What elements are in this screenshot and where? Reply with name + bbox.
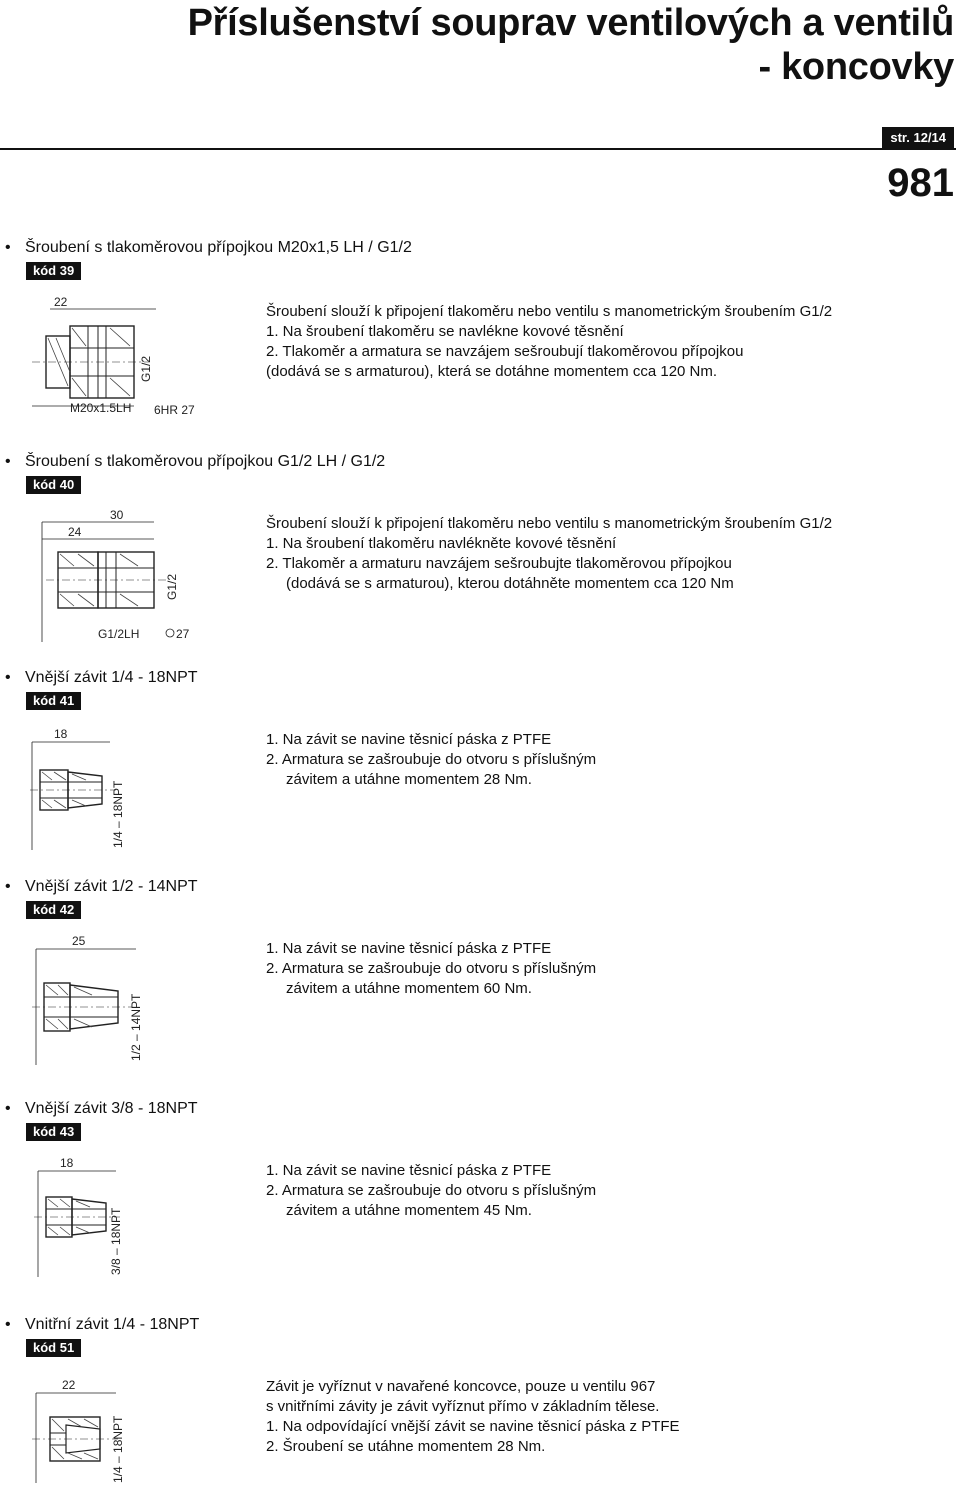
section-heading <box>5 668 198 688</box>
dim-label: 27 <box>176 627 190 641</box>
technical-drawing <box>26 724 146 852</box>
code-badge: kód 39 <box>26 262 81 280</box>
section-description <box>266 514 832 594</box>
technical-drawing <box>26 933 156 1067</box>
description-line: 1. Na závit se navine těsnicí páska z PTFE <box>266 731 552 748</box>
description-line: Šroubení slouží k připojení tlakoměru nebo ventilu s manometrickým šroubením G1/2 <box>266 303 833 320</box>
section-description <box>266 1161 596 1221</box>
dim-label: 18 <box>60 1156 74 1170</box>
technical-drawing <box>26 1373 146 1485</box>
dim-label: 1/2 – 14NPT <box>129 993 143 1061</box>
code-badge: kód 43 <box>26 1123 81 1141</box>
catalog-number: 981 <box>887 161 954 205</box>
dim-label: 22 <box>54 296 68 309</box>
description-line: 2. Armatura se zašroubuje do otvoru s příslušným <box>266 960 597 977</box>
section-description <box>266 1377 680 1457</box>
title-line-2: - koncovky <box>758 46 954 88</box>
bullet-icon: • <box>5 453 11 470</box>
section-heading-text: Vnější závit 1/4 - 18NPT <box>25 669 198 686</box>
section-heading <box>5 452 385 472</box>
bullet-icon: • <box>5 669 11 686</box>
description-line: 1. Na odpovídající vnější závit se navine těsnicí páska z PTFE <box>266 1418 680 1435</box>
dim-label: 24 <box>68 525 82 539</box>
description-line: 1. Na šroubení tlakoměru se navlékne kovové těsnění <box>266 323 624 340</box>
code-badge: kód 41 <box>26 692 81 710</box>
page-number-badge: str. 12/14 <box>882 127 954 149</box>
description-line: 2. Armatura se zašroubuje do otvoru s příslušným <box>266 1182 597 1199</box>
description-line: 1. Na závit se navine těsnicí páska z PTFE <box>266 940 552 957</box>
section-heading-text: Vnější závit 1/2 - 14NPT <box>25 878 198 895</box>
dim-label: 3/8 – 18NPT <box>109 1207 123 1275</box>
description-line: 2. Tlakoměr a armatura se navzájem sešroubují tlakoměrovou přípojkou <box>266 343 744 360</box>
description-line: s vnitřními závity je závit vyříznut přímo v základním tělese. <box>266 1398 660 1415</box>
bullet-icon: • <box>5 1316 11 1333</box>
dim-label: M20x1.5LH <box>70 401 132 415</box>
title-line-1: Příslušenství souprav ventilových a ventilů <box>187 2 954 44</box>
description-line: 2. Armatura se zašroubuje do otvoru s příslušným <box>266 751 597 768</box>
description-line: 1. Na závit se navine těsnicí páska z PTFE <box>266 1162 552 1179</box>
bullet-icon: • <box>5 1100 11 1117</box>
dim-label: G1/2 <box>139 355 153 382</box>
section-heading-text: Šroubení s tlakoměrovou přípojkou G1/2 LH / G1/2 <box>25 453 386 470</box>
description-line: závitem a utáhne momentem 45 Nm. <box>286 1202 532 1219</box>
section-heading-text: Šroubení s tlakoměrovou přípojkou M20x1,5 LH / G1/2 <box>25 239 412 256</box>
bullet-icon: • <box>5 878 11 895</box>
code-badge: kód 42 <box>26 901 81 919</box>
section-description <box>266 302 832 382</box>
code-badge: kód 40 <box>26 476 81 494</box>
section-heading-text: Vnější závit 3/8 - 18NPT <box>25 1100 198 1117</box>
dim-label: 30 <box>110 508 124 522</box>
description-line: (dodává se s armaturou), která se dotáhne momentem cca 120 Nm. <box>266 363 718 380</box>
section-heading <box>5 877 198 897</box>
dim-label: 18 <box>54 727 68 741</box>
technical-drawing <box>26 296 196 420</box>
description-line: 2. Tlakoměr a armaturu navzájem sešroubujte tlakoměrovou přípojkou <box>266 555 732 572</box>
description-line: závitem a utáhne momentem 60 Nm. <box>286 980 532 997</box>
description-line: Šroubení slouží k připojení tlakoměru nebo ventilu s manometrickým šroubením G1/2 <box>266 515 833 532</box>
bullet-icon: • <box>5 239 11 256</box>
section-heading <box>5 1099 198 1119</box>
description-line: 1. Na šroubení tlakoměru navlékněte kovové těsnění <box>266 535 617 552</box>
description-line: 2. Šroubení se utáhne momentem 28 Nm. <box>266 1438 546 1455</box>
dim-label: 25 <box>72 934 86 948</box>
section-heading-text: Vnitřní závit 1/4 - 18NPT <box>25 1316 200 1333</box>
dim-label: G1/2LH <box>98 627 140 641</box>
section-heading <box>5 1315 199 1335</box>
description-line: závitem a utáhne momentem 28 Nm. <box>286 771 532 788</box>
header-divider <box>0 148 956 150</box>
dim-label: G1/2 <box>165 573 179 600</box>
dim-label: 1/4 – 18NPT <box>111 1415 125 1483</box>
dim-label: 1/4 – 18NPT <box>111 780 125 848</box>
technical-drawing <box>38 508 198 644</box>
section-heading <box>5 238 412 258</box>
dim-label: 22 <box>62 1378 76 1392</box>
description-line: (dodává se s armaturou), kterou dotáhněte momentem cca 120 Nm <box>286 575 734 592</box>
section-description <box>266 939 596 999</box>
description-line: Závit je vyříznut v navařené koncovce, pouze u ventilu 967 <box>266 1378 656 1395</box>
code-badge: kód 51 <box>26 1339 81 1357</box>
dim-label: 6HR 27 <box>154 403 195 417</box>
technical-drawing <box>26 1153 146 1279</box>
section-description <box>266 730 596 790</box>
